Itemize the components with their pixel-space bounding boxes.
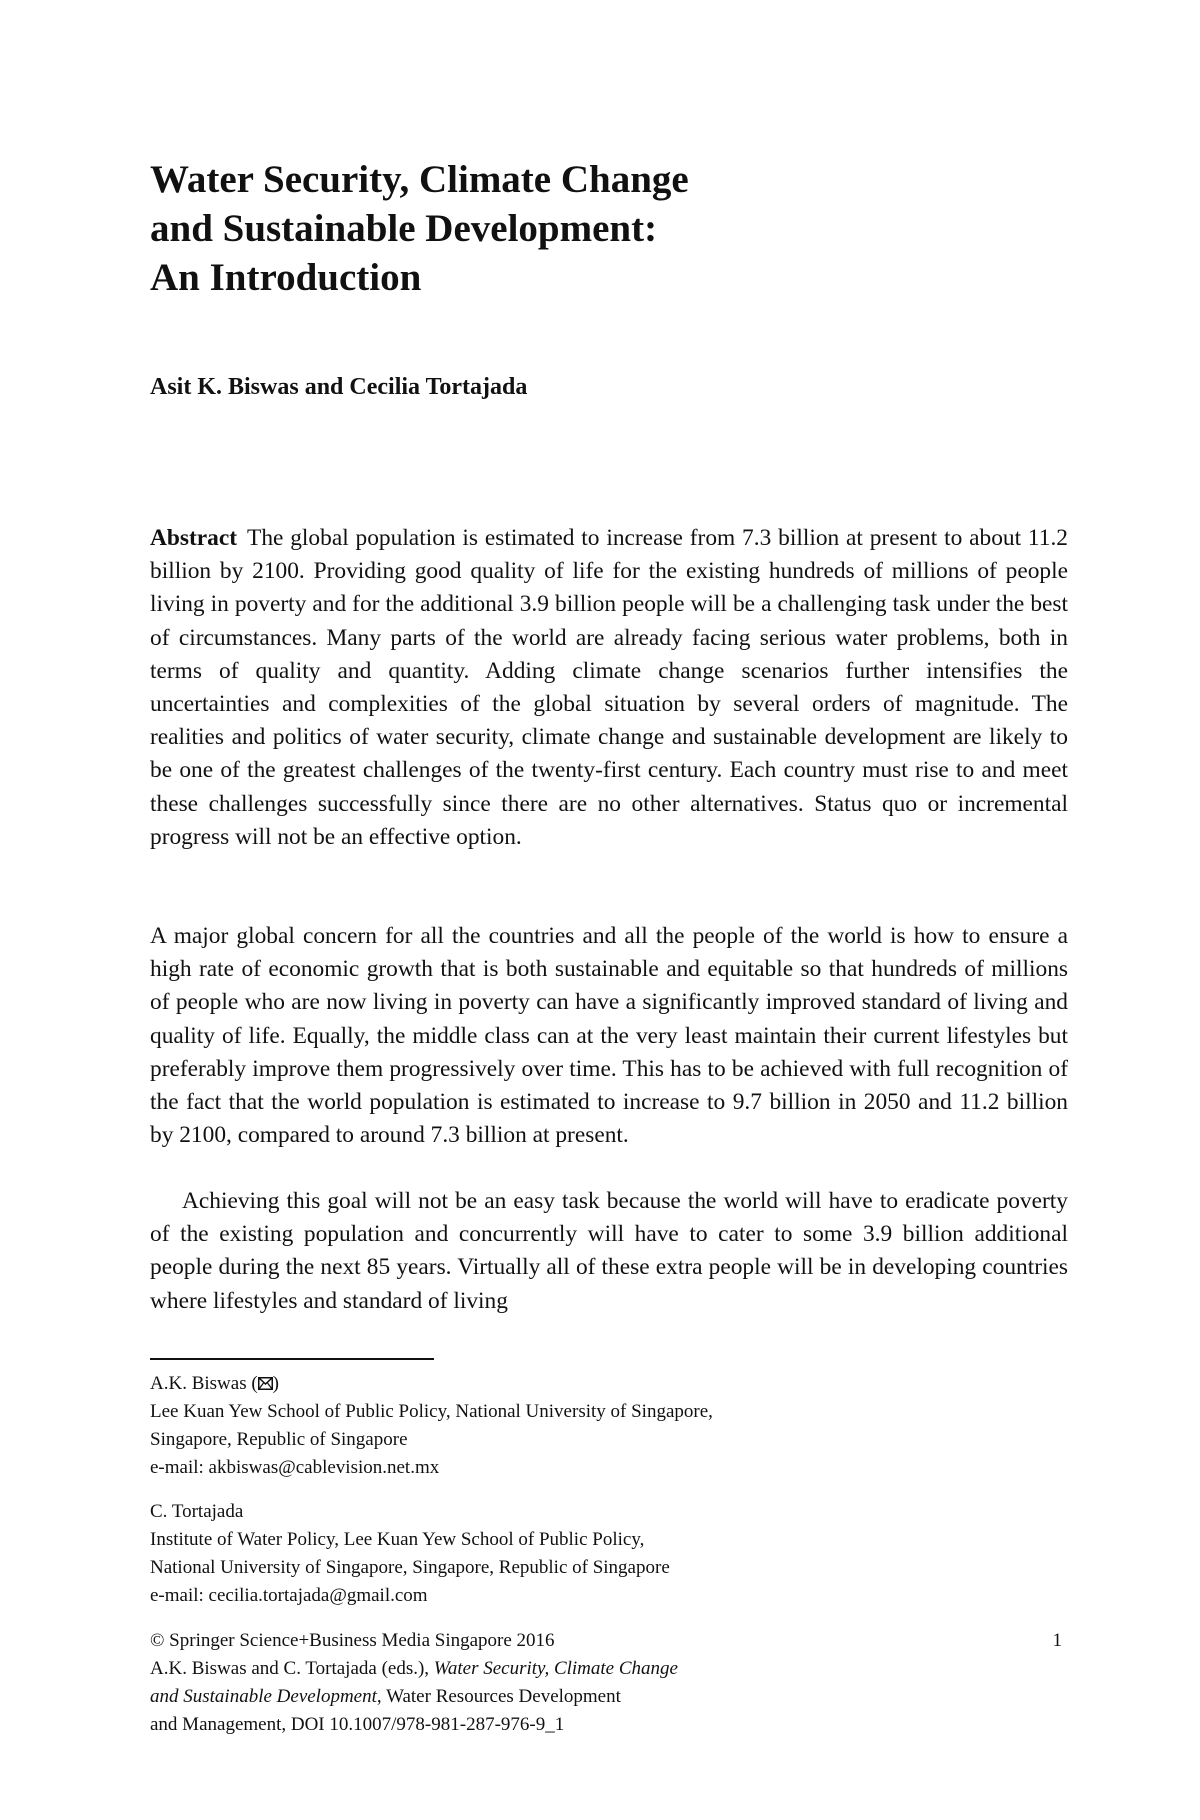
affiliation-email: e-mail: cecilia.tortajada@gmail.com <box>150 1585 428 1606</box>
affiliation-line: National University of Singapore, Singapore, Republic of Singapore <box>150 1557 670 1578</box>
page-number: 1 <box>1052 1630 1062 1651</box>
footnote-divider <box>150 1358 434 1360</box>
affiliation-name: C. Tortajada <box>150 1501 244 1522</box>
title-line-3: An Introduction <box>150 256 422 299</box>
abstract-label: Abstract <box>150 525 238 551</box>
citation-block <box>150 1627 1068 1739</box>
title-line-1: Water Security, Climate Change <box>150 158 689 201</box>
book-title-part-1: Water Security, Climate Change <box>433 1658 678 1679</box>
series-part-1: , Water Resources Development <box>376 1686 621 1707</box>
affiliation-line: Singapore, Republic of Singapore <box>150 1429 408 1450</box>
copyright-line: © Springer Science+Business Media Singapore 2016 <box>150 1630 555 1651</box>
citation-line-2 <box>150 1683 1068 1711</box>
body-paragraph-2: Achieving this goal will not be an easy task because the world will have to eradicate poverty of the existing population and concurrently will have to cater to some 3.9 billion additional people during the next 85 years. Virtually all of these extra people will be in developing countries where lifestyles and standard of living <box>150 1188 1068 1314</box>
book-title-part-2: and Sustainable Development <box>150 1686 377 1707</box>
abstract <box>150 522 1068 854</box>
citation-line-1 <box>150 1655 1068 1683</box>
envelope-icon <box>258 1371 273 1384</box>
affiliation-tortajada <box>150 1498 1068 1610</box>
affiliation-biswas <box>150 1370 1068 1482</box>
affiliation-name: A.K. Biswas <box>150 1373 247 1394</box>
affiliation-email: e-mail: akbiswas@cablevision.net.mx <box>150 1457 440 1478</box>
citation-line-3: and Management, DOI 10.1007/978-981-287-976-9_1 <box>150 1714 565 1735</box>
affiliation-line: Institute of Water Policy, Lee Kuan Yew School of Public Policy, <box>150 1529 645 1550</box>
paper-title <box>150 155 950 302</box>
affiliation-line: Lee Kuan Yew School of Public Policy, National University of Singapore, <box>150 1401 713 1422</box>
citation-editors: A.K. Biswas and C. Tortajada (eds.), <box>150 1658 430 1679</box>
author-list: Asit K. Biswas and Cecilia Tortajada <box>150 374 528 400</box>
affiliation-name-line: A.K. Biswas ( ) <box>150 1373 279 1394</box>
abstract-text: The global population is estimated to increase from 7.3 billion at present to about 11.2 billion by 2100. Providing good quality of life for the existing hundreds of millions of people living in poverty and for the additional 3.9 billion people will be a challenging task under the best of circumstances. Many parts of the world are already facing serious water problems, both in terms of quality and quantity. Adding climate change scenarios further intensifies the uncertainties and complexities of the global situation by several orders of magnitude. The realities and politics of water security, climate change and sustainable development are likely to be one of the greatest challenges of the twenty-first century. Each country must rise to and meet these challenges successfully since there are no other alternatives. Status quo or incremental progress will not be an effective option. <box>150 525 1068 850</box>
title-line-2: and Sustainable Development: <box>150 207 658 250</box>
body-paragraph-1: A major global concern for all the countries and all the people of the world is how to ensure a high rate of economic growth that is both sustainable and equitable so that hundreds of millions of people who are now living in poverty can have a significantly improved standard of living and quality of life. Equally, the middle class can at the very least maintain their current lifestyles but preferably improve them progressively over time. This has to be achieved with full recognition of the fact that the world population is estimated to increase to 9.7 billion in 2050 and 11.2 billion by 2100, compared to around 7.3 billion at present. <box>150 923 1068 1149</box>
